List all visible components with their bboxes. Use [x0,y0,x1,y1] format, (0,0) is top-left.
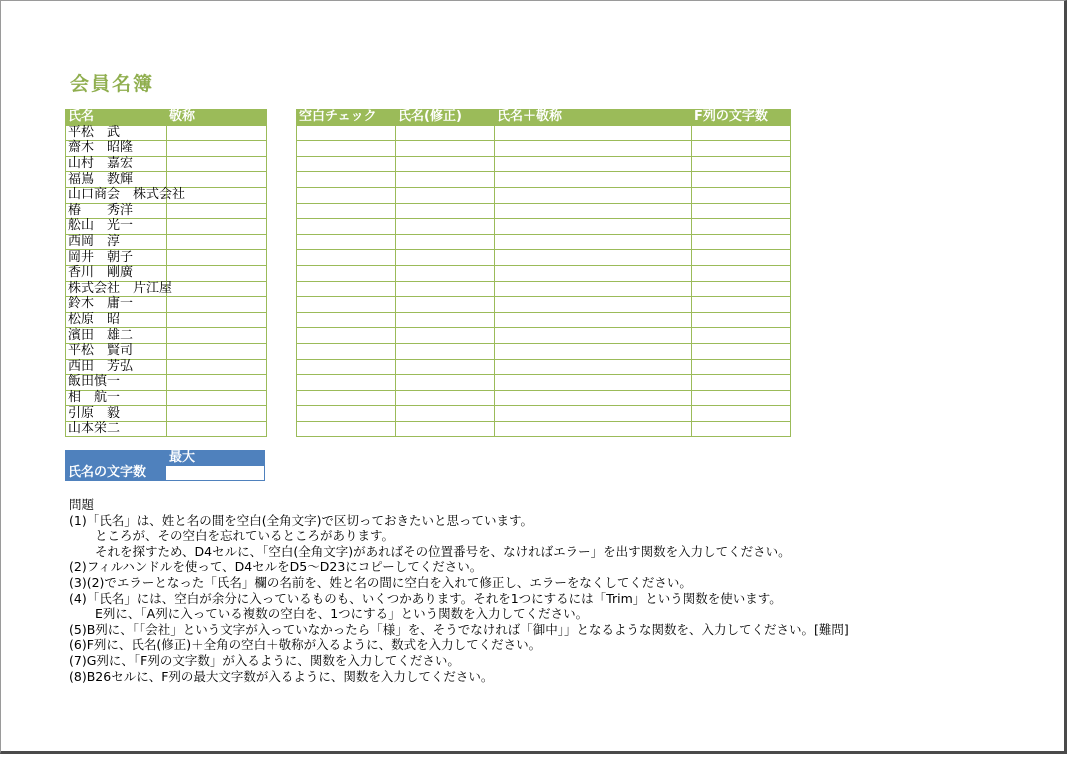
char-count-cell[interactable] [692,265,791,281]
names-table [65,109,267,437]
max-header[interactable]: 最大 [65,450,265,465]
name-cell[interactable]: 鈴木 庸一 [66,297,167,313]
sheet-title: 会員名簿 [70,73,155,95]
name-cell[interactable]: 松原 昭 [66,312,167,328]
char-count-cell[interactable] [692,125,791,141]
names-row [66,312,267,328]
name-honorific-cell[interactable] [495,219,692,235]
char-count-cell[interactable] [692,234,791,250]
name-cell[interactable]: 引原 毅 [66,406,167,422]
name-honorific-cell[interactable] [495,125,692,141]
names-row [66,219,267,235]
honorific-cell[interactable] [167,125,267,141]
name-cell[interactable]: 椿 秀洋 [66,203,167,219]
names-row [66,203,267,219]
name-fixed-cell[interactable] [396,156,495,172]
char-count-cell[interactable] [692,281,791,297]
work-row [297,141,791,157]
names-row [66,375,267,391]
name-fixed-cell[interactable] [396,359,495,375]
work-row [297,406,791,422]
names-row [66,328,267,344]
work-row [297,203,791,219]
honorific-cell[interactable] [167,203,267,219]
name-honorific-cell[interactable] [495,250,692,266]
char-count-cell[interactable] [692,203,791,219]
work-row [297,390,791,406]
name-cell[interactable]: 福嶌 教輝 [66,172,167,188]
honorific-cell[interactable] [167,141,267,157]
name-honorific-cell[interactable] [495,297,692,313]
space-check-cell[interactable] [297,359,396,375]
name-cell[interactable]: 山口商会 株式会社 [66,187,167,203]
question-line: (5)B列に、「「会社」という文字が入っていなかったら「様」を、そうでなければ「御中」」となるような関数を、入力してください。[難問] [69,621,849,637]
space-check-cell[interactable] [297,156,396,172]
work-header-space-check[interactable]: 空白チェック [297,110,396,126]
names-row [66,281,267,297]
questions [69,497,849,684]
name-honorific-cell[interactable] [495,203,692,219]
name-fixed-cell[interactable] [396,421,495,437]
name-fixed-cell[interactable] [396,172,495,188]
name-honorific-cell[interactable] [495,421,692,437]
space-check-cell[interactable] [297,281,396,297]
name-cell[interactable]: 平松 賢司 [66,343,167,359]
char-count-cell[interactable] [692,328,791,344]
name-cell[interactable]: 飯田慎一 [66,375,167,391]
work-row [297,421,791,437]
max-value-cell[interactable] [166,466,264,480]
name-cell[interactable]: 舩山 光一 [66,219,167,235]
names-header-name[interactable]: 氏名 [66,110,167,126]
honorific-cell[interactable] [167,390,267,406]
name-fixed-cell[interactable] [396,250,495,266]
name-honorific-cell[interactable] [495,328,692,344]
work-row [297,359,791,375]
names-row [66,265,267,281]
question-line: (7)G列に、「F列の文字数」が入るように、関数を入力してください。 [69,652,460,668]
space-check-cell[interactable] [297,203,396,219]
space-check-cell[interactable] [297,312,396,328]
char-count-cell[interactable] [692,156,791,172]
work-row [297,187,791,203]
honorific-cell[interactable] [167,375,267,391]
honorific-cell[interactable] [167,156,267,172]
name-cell[interactable]: 西岡 淳 [66,234,167,250]
name-honorific-cell[interactable] [495,375,692,391]
honorific-cell[interactable] [167,297,267,313]
work-row [297,281,791,297]
space-check-cell[interactable] [297,343,396,359]
honorific-cell[interactable] [167,250,267,266]
question-line: (6)F列に、氏名(修正)＋全角の空白＋敬称が入るように、数式を入力してください。 [69,637,542,653]
honorific-cell[interactable] [167,343,267,359]
question-line: それを探すため、D4セルに、「空白(全角文字)があればその位置番号を、なければエラー」を出す関数を入力してください。 [95,543,791,559]
honorific-cell[interactable] [167,312,267,328]
space-check-cell[interactable] [297,234,396,250]
question-line: (2)フィルハンドルを使って、D4セルをD5～D23にコピーしてください。 [69,559,483,575]
honorific-cell[interactable] [167,234,267,250]
honorific-cell[interactable] [167,281,267,297]
names-row [66,141,267,157]
name-cell[interactable]: 山村 嘉宏 [66,156,167,172]
name-honorific-cell[interactable] [495,281,692,297]
name-honorific-cell[interactable] [495,390,692,406]
name-fixed-cell[interactable] [396,141,495,157]
work-row [297,343,791,359]
name-cell[interactable]: 香川 剛廣 [66,265,167,281]
space-check-cell[interactable] [297,172,396,188]
name-honorific-cell[interactable] [495,265,692,281]
char-count-cell[interactable] [692,187,791,203]
work-row [297,125,791,141]
names-row [66,359,267,375]
name-honorific-cell[interactable] [495,172,692,188]
space-check-cell[interactable] [297,406,396,422]
char-count-cell[interactable] [692,250,791,266]
honorific-cell[interactable] [167,265,267,281]
space-check-cell[interactable] [297,297,396,313]
names-row [66,390,267,406]
work-row [297,297,791,313]
name-cell[interactable]: 濱田 雄二 [66,328,167,344]
name-cell[interactable]: 株式会社 片江屋 [66,281,167,297]
name-fixed-cell[interactable] [396,312,495,328]
questions-heading: 問題 [69,497,95,512]
name-fixed-cell[interactable] [396,328,495,344]
char-count-cell[interactable] [692,421,791,437]
name-honorific-cell[interactable] [495,187,692,203]
name-fixed-cell[interactable] [396,281,495,297]
space-check-cell[interactable] [297,250,396,266]
space-check-cell[interactable] [297,219,396,235]
max-label[interactable]: 氏名の文字数 [66,466,166,480]
names-row [66,187,267,203]
char-count-cell[interactable] [692,406,791,422]
name-fixed-cell[interactable] [396,187,495,203]
work-row [297,375,791,391]
char-count-cell[interactable] [692,219,791,235]
name-fixed-cell[interactable] [396,375,495,391]
name-fixed-cell[interactable] [396,406,495,422]
space-check-cell[interactable] [297,187,396,203]
work-row [297,219,791,235]
question-line: (4)「氏名」には、空白が余分に入っているものも、いくつかあります。それを1つにするには「Trim」という関数を使います。 [69,590,782,606]
char-count-cell[interactable] [692,390,791,406]
name-fixed-cell[interactable] [396,234,495,250]
names-header-honorific[interactable]: 敬称 [167,110,267,126]
work-header-name-honorific[interactable]: 氏名＋敬称 [495,110,692,126]
max-length-box [65,450,265,481]
name-honorific-cell[interactable] [495,234,692,250]
work-table [296,109,791,437]
work-header-name-fixed[interactable]: 氏名(修正) [396,110,495,126]
honorific-cell[interactable] [167,328,267,344]
question-line: ところが、その空白を忘れているところがあります。 [95,528,395,544]
name-cell[interactable]: 山本栄二 [66,421,167,437]
space-check-cell[interactable] [297,125,396,141]
work-row [297,312,791,328]
honorific-cell[interactable] [167,359,267,375]
char-count-cell[interactable] [692,312,791,328]
name-honorific-cell[interactable] [495,312,692,328]
question-line: E列に、「A列に入っている複数の空白を、1つにする」という関数を入力してください。 [95,606,589,622]
honorific-cell[interactable] [167,406,267,422]
name-fixed-cell[interactable] [396,203,495,219]
honorific-cell[interactable] [167,172,267,188]
name-fixed-cell[interactable] [396,343,495,359]
question-line: (1)「氏名」は、姓と名の間を空白(全角文字)で区切っておきたいと思っています。 [69,512,533,528]
question-line: (8)B26セルに、F列の最大文字数が入るように、関数を入力してください。 [69,668,494,684]
name-honorific-cell[interactable] [495,141,692,157]
name-fixed-cell[interactable] [396,390,495,406]
work-row [297,328,791,344]
names-row [66,250,267,266]
space-check-cell[interactable] [297,390,396,406]
work-row [297,156,791,172]
work-row [297,172,791,188]
question-line: (3)(2)でエラーとなった「氏名」欄の名前を、姓と名の間に空白を入れて修正し、エラーをなくしてください。 [69,574,692,590]
name-fixed-cell[interactable] [396,125,495,141]
names-row [66,421,267,437]
name-cell[interactable]: 西田 芳弘 [66,359,167,375]
work-header-char-count[interactable]: F列の文字数 [692,110,791,126]
name-honorific-cell[interactable] [495,406,692,422]
names-row [66,343,267,359]
work-row [297,265,791,281]
space-check-cell[interactable] [297,375,396,391]
char-count-cell[interactable] [692,141,791,157]
char-count-cell[interactable] [692,359,791,375]
space-check-cell[interactable] [297,421,396,437]
work-row [297,250,791,266]
char-count-cell[interactable] [692,172,791,188]
char-count-cell[interactable] [692,343,791,359]
name-cell[interactable]: 平松 武 [66,125,167,141]
char-count-cell[interactable] [692,297,791,313]
name-cell[interactable]: 齋木 昭隆 [66,141,167,157]
char-count-cell[interactable] [692,375,791,391]
space-check-cell[interactable] [297,141,396,157]
honorific-cell[interactable] [167,219,267,235]
names-row [66,125,267,141]
honorific-cell[interactable] [167,421,267,437]
name-cell[interactable]: 相 航一 [66,390,167,406]
names-row [66,406,267,422]
space-check-cell[interactable] [297,265,396,281]
name-fixed-cell[interactable] [396,219,495,235]
name-honorific-cell[interactable] [495,156,692,172]
name-fixed-cell[interactable] [396,297,495,313]
work-row [297,234,791,250]
name-fixed-cell[interactable] [396,265,495,281]
space-check-cell[interactable] [297,328,396,344]
names-row [66,234,267,250]
name-honorific-cell[interactable] [495,359,692,375]
name-honorific-cell[interactable] [495,343,692,359]
names-row [66,172,267,188]
name-cell[interactable]: 岡井 朝子 [66,250,167,266]
names-row [66,156,267,172]
names-row [66,297,267,313]
